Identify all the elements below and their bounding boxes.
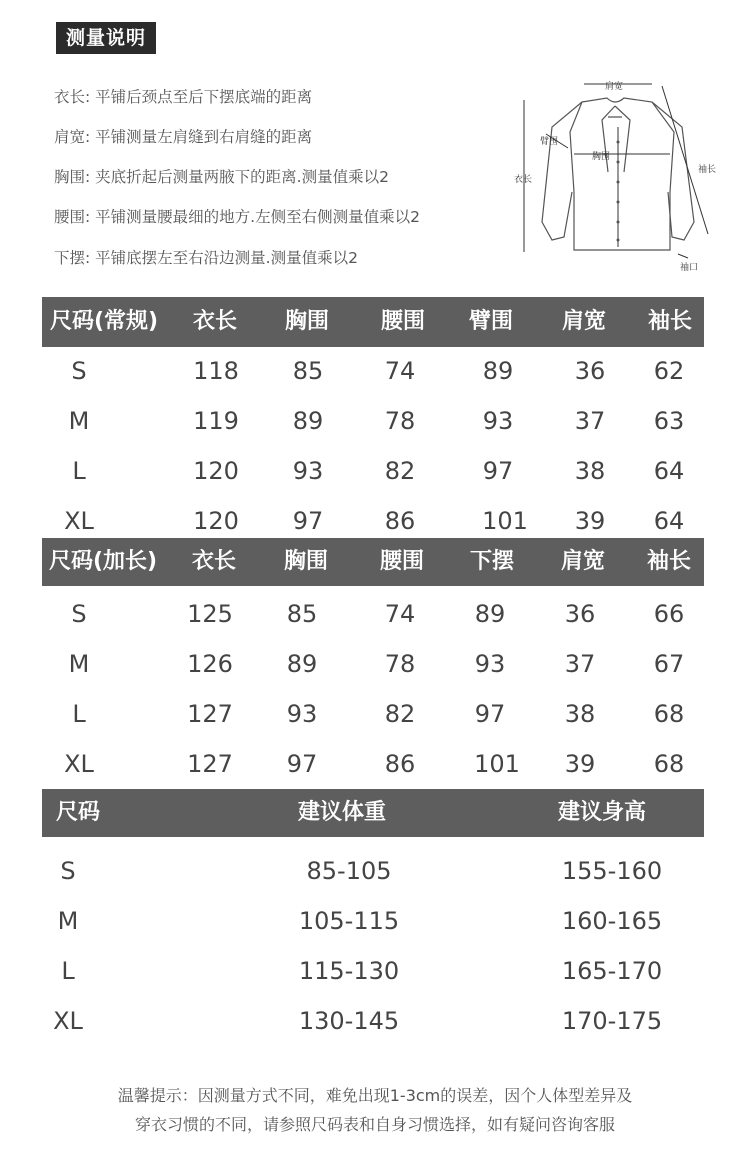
table-cell: XL (64, 750, 94, 778)
table-cell: 85 (292, 357, 324, 385)
table-cell: 67 (653, 650, 685, 678)
long-header-waist: 腰围 (379, 549, 425, 574)
measure-title: 测量说明 (56, 22, 156, 54)
long-row-s (0, 594, 750, 634)
table-cell: 78 (384, 650, 416, 678)
table-cell: 119 (193, 407, 239, 435)
regular-header-shoulder: 肩宽 (561, 309, 607, 334)
table-cell: 39 (564, 750, 596, 778)
table-cell: L (72, 700, 86, 728)
table-cell: 66 (653, 600, 685, 628)
table-cell: 125 (187, 600, 233, 628)
recommend-row-s (0, 851, 750, 891)
table-cell: 165-170 (561, 957, 663, 985)
table-cell: M (57, 907, 79, 935)
regular-header-length: 衣长 (192, 309, 238, 334)
table-cell: 85 (286, 600, 318, 628)
table-cell: 126 (187, 650, 233, 678)
regular-header-chest: 胸围 (284, 309, 330, 334)
recommend-row-m (0, 901, 750, 941)
table-cell: 89 (482, 357, 514, 385)
table-cell: 97 (292, 507, 324, 535)
regular-header-size: 尺码(常规) (49, 309, 159, 334)
table-cell: 68 (653, 700, 685, 728)
measure-line-waist: 腰围: 平铺测量腰最细的地方.左侧至右侧测量值乘以2 (54, 208, 420, 226)
table-cell: 127 (187, 700, 233, 728)
recommend-row-l (0, 951, 750, 991)
regular-header-waist: 腰围 (380, 309, 426, 334)
table-cell: 155-160 (561, 857, 663, 885)
table-cell: 85-105 (306, 857, 392, 885)
table-cell: 82 (384, 700, 416, 728)
table-cell: 74 (384, 600, 416, 628)
long-header-sleeve: 袖长 (646, 549, 692, 574)
recommend-row-xl (0, 1001, 750, 1041)
diagram-label-cuff: 袖口 (680, 263, 699, 273)
table-cell: 86 (384, 507, 416, 535)
long-header-hem: 下摆 (469, 549, 515, 574)
left-sleeve (542, 102, 582, 240)
table-cell: S (60, 857, 76, 885)
measure-line-shoulder: 肩宽: 平铺测量左肩缝到右肩缝的距离 (54, 128, 313, 146)
table-cell: 93 (482, 407, 514, 435)
table-cell: 97 (482, 457, 514, 485)
regular-header-sleeve: 袖长 (647, 309, 693, 334)
long-header-chest: 胸围 (283, 549, 329, 574)
long-row-m (0, 644, 750, 684)
diagram-label-arm: 臂围 (540, 137, 559, 147)
table-cell: 64 (653, 507, 685, 535)
table-cell: 62 (653, 357, 685, 385)
table-cell: 74 (384, 357, 416, 385)
table-cell: 93 (292, 457, 324, 485)
table-cell: 36 (564, 600, 596, 628)
table-cell: L (61, 957, 75, 985)
diagram-label-length: 衣长 (514, 175, 533, 185)
footer-tip-line2: 穿衣习惯的不同，请参照尺码表和自身习惯选择，如有疑问咨询客服 (134, 1115, 615, 1134)
table-cell: S (71, 357, 87, 385)
table-cell: 127 (187, 750, 233, 778)
diagram-label-sleeve: 袖长 (698, 165, 717, 175)
table-cell: 68 (653, 750, 685, 778)
measure-line-hem: 下摆: 平铺底摆左至右沿边测量.测量值乘以2 (54, 249, 358, 267)
table-cell: 39 (574, 507, 606, 535)
table-cell: 78 (384, 407, 416, 435)
footer-tip-line1: 温馨提示：因测量方式不同，难免出现1-3cm的误差，因个人体型差异及 (117, 1086, 633, 1105)
long-header-shoulder: 肩宽 (560, 549, 606, 574)
table-cell: 37 (564, 650, 596, 678)
recommend-header-weight: 建议体重 (297, 800, 387, 825)
bow-tie (602, 106, 630, 172)
regular-header-arm: 臂围 (468, 309, 514, 334)
table-cell: S (71, 600, 87, 628)
measure-line-length: 衣长: 平铺后颈点至后下摆底端的距离 (54, 88, 313, 106)
table-cell: 93 (286, 700, 318, 728)
table-cell: 36 (574, 357, 606, 385)
table-cell: M (68, 650, 90, 678)
long-header-size: 尺码(加长) (48, 549, 158, 574)
table-cell: 38 (564, 700, 596, 728)
regular-table-header (42, 297, 704, 347)
table-cell: XL (53, 1007, 83, 1035)
shirt-body-outline (570, 98, 674, 250)
regular-row-s (0, 351, 750, 391)
table-cell: 101 (474, 750, 520, 778)
table-cell: 101 (482, 507, 528, 535)
regular-row-xl (0, 501, 750, 541)
table-cell: 38 (574, 457, 606, 485)
table-cell: 89 (292, 407, 324, 435)
table-cell: 82 (384, 457, 416, 485)
long-row-l (0, 694, 750, 734)
long-table-header (42, 538, 704, 586)
measure-line-chest: 胸围: 夹底折起后测量两腋下的距离.测量值乘以2 (54, 168, 389, 186)
table-cell: 89 (474, 600, 506, 628)
table-cell: 64 (653, 457, 685, 485)
table-cell: 105-115 (298, 907, 400, 935)
long-row-xl (0, 744, 750, 784)
recommend-header-height: 建议身高 (557, 800, 647, 825)
table-cell: 118 (193, 357, 239, 385)
table-cell: 170-175 (561, 1007, 663, 1035)
table-cell: 120 (193, 457, 239, 485)
regular-row-l (0, 451, 750, 491)
diagram-label-shoulder: 肩宽 (605, 82, 624, 92)
long-header-length: 衣长 (191, 549, 237, 574)
table-cell: 120 (193, 507, 239, 535)
regular-row-m (0, 401, 750, 441)
table-cell: 160-165 (561, 907, 663, 935)
table-cell: XL (64, 507, 94, 535)
recommend-header-size: 尺码 (55, 800, 101, 825)
table-cell: 37 (574, 407, 606, 435)
recommend-table-header (42, 789, 704, 837)
table-cell: L (72, 457, 86, 485)
table-cell: 115-130 (298, 957, 400, 985)
diagram-label-chest: 胸围 (592, 152, 611, 162)
table-cell: 97 (474, 700, 506, 728)
table-cell: 86 (384, 750, 416, 778)
table-cell: 130-145 (298, 1007, 400, 1035)
table-cell: 63 (653, 407, 685, 435)
table-cell: 93 (474, 650, 506, 678)
table-cell: 89 (286, 650, 318, 678)
shirt-diagram (512, 72, 727, 277)
table-cell: 97 (286, 750, 318, 778)
table-cell: M (68, 407, 90, 435)
